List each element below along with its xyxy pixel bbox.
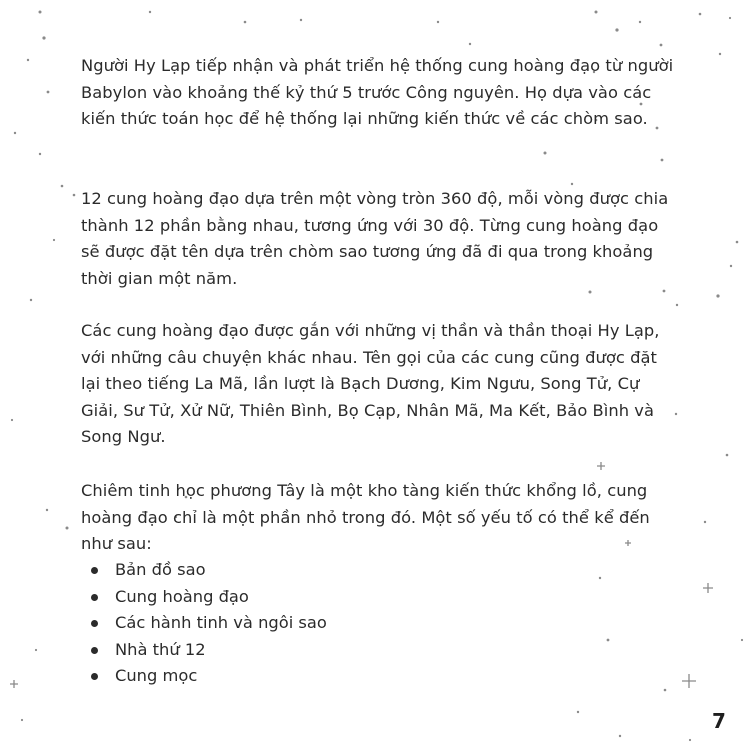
elements-list [81,557,327,690]
paragraph-western-astrology: Chiêm tinh học phương Tây là một kho tàng kiến thức khổng lồ, cung hoàng đạo chỉ là một phần nhỏ trong đó. Một số yếu tố có thể kể đến như sau: [81,481,650,553]
list-item: Cung mọc [81,663,327,690]
list-item: Nhà thứ 12 [81,637,327,664]
list-item: Cung hoàng đạo [81,584,327,611]
paragraph-roman-names: Các cung hoàng đạo được gắn với những vị thần và thần thoại Hy Lạp, với những câu chuyện khác nhau. Tên gọi của các cung cũng được đặt lại theo tiếng La Mã, lần lượt là Bạch Dương, Kim Ngưu, Song Tử, Cự Giải, Sư Tử, Xử Nữ, Thiên Bình, Bọ Cạp, Nhân Mã, Ma Kết, Bảo Bình và Song Ngư. [81,321,660,446]
paragraph-twelve-signs: 12 cung hoàng đạo dựa trên một vòng tròn 360 độ, mỗi vòng được chia thành 12 phần bằng nhau, tương ứng với 30 độ. Từng cung hoàng đạo sẽ được đặt tên dựa trên chòm sao tương ứng đã đi qua trong khoảng thời gian một năm. [81,189,669,288]
paragraph-greek-origin: Người Hy Lạp tiếp nhận và phát triển hệ thống cung hoàng đạo từ người Babylon vào khoảng thế kỷ thứ 5 trước Công nguyên. Họ dựa vào các kiến thức toán học để hệ thống lại những kiến thức về các chòm sao. [81,56,674,128]
list-item: Bản đồ sao [81,557,327,584]
page-number: 7 [712,709,726,733]
list-item: Các hành tinh và ngôi sao [81,610,327,637]
